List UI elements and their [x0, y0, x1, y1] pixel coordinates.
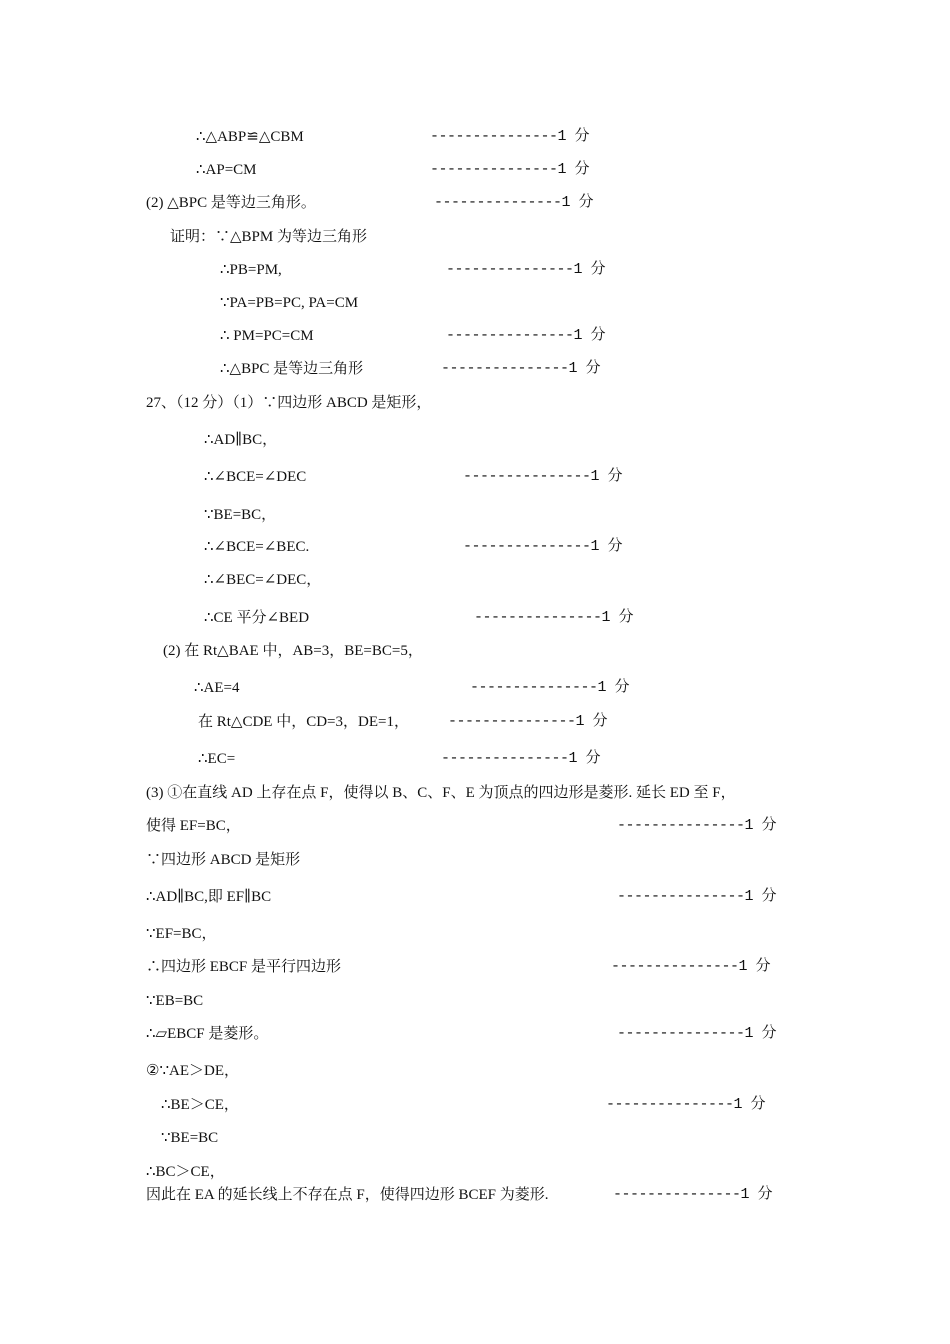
score-mark: ---------------1 分	[617, 817, 777, 834]
score-mark: ---------------1 分	[434, 194, 594, 211]
proof-line: ∵PA=PB=PC, PA=CM	[220, 295, 359, 311]
proof-line: ∴△BPC 是等边三角形	[220, 361, 364, 377]
proof-line: 证明：∵△BPM 为等边三角形	[170, 229, 367, 245]
proof-line: 使得 EF=BC，	[146, 818, 241, 834]
score-mark: ---------------1 分	[617, 888, 777, 905]
score-mark: ---------------1 分	[446, 261, 606, 278]
proof-line: ∴AP=CM	[196, 162, 257, 178]
proof-line: ∴四边形 EBCF 是平行四边形	[146, 959, 342, 975]
proof-line: 因此在 EA 的延长线上不存在点 F，使得四边形 BCEF 为菱形.	[146, 1187, 549, 1203]
proof-line: ∵EF=BC，	[146, 926, 217, 942]
proof-line: ∴BE＞CE，	[161, 1097, 239, 1113]
proof-line: 在 Rt△CDE 中，CD=3，DE=1，	[198, 714, 409, 730]
proof-line: ∵BE=BC，	[204, 507, 277, 523]
score-mark: ---------------1 分	[448, 713, 608, 730]
proof-line: (2) 在 Rt△BAE 中，AB=3，BE=BC=5，	[163, 643, 423, 659]
score-mark: ---------------1 分	[470, 679, 630, 696]
score-mark: ---------------1 分	[430, 128, 590, 145]
score-mark: ---------------1 分	[463, 468, 623, 485]
proof-line: (3) ①在直线 AD 上存在点 F，使得以 B、C、F、E 为顶点的四边形是菱形. 延长 ED 至 F，	[146, 785, 736, 801]
score-mark: ---------------1 分	[441, 360, 601, 377]
score-mark: ---------------1 分	[613, 1186, 773, 1203]
proof-line: ∵四边形 ABCD 是矩形	[146, 852, 301, 868]
score-mark: ---------------1 分	[474, 609, 634, 626]
score-mark: ---------------1 分	[611, 958, 771, 975]
proof-line: ∴CE 平分∠BED	[204, 610, 310, 626]
score-mark: ---------------1 分	[463, 538, 623, 555]
score-mark: ---------------1 分	[430, 161, 590, 178]
proof-line: ∴∠BEC=∠DEC，	[204, 572, 322, 588]
proof-line: ②∵AE＞DE，	[146, 1063, 239, 1079]
score-mark: ---------------1 分	[617, 1025, 777, 1042]
proof-line: (2) △BPC 是等边三角形。	[146, 195, 316, 211]
proof-line: ∵EB=BC	[146, 993, 204, 1009]
proof-line: ∴PB=PM,	[220, 262, 282, 278]
score-mark: ---------------1 分	[441, 750, 601, 767]
score-mark: ---------------1 分	[446, 327, 606, 344]
proof-line: ∴∠BCE=∠BEC.	[204, 539, 310, 555]
proof-line: ∴AD∥BC，	[204, 432, 278, 448]
proof-line: ∴AD∥BC,即 EF∥BC	[146, 889, 272, 905]
proof-line: ∵BE=BC	[161, 1130, 219, 1146]
proof-line: ∴EC=	[198, 751, 236, 767]
score-mark: ---------------1 分	[606, 1096, 766, 1113]
proof-line: ∴▱EBCF 是菱形。	[146, 1026, 269, 1042]
proof-line: ∴△ABP≌△CBM	[196, 129, 304, 145]
proof-line: ∴∠BCE=∠DEC	[204, 469, 307, 485]
proof-line: ∴AE=4	[194, 680, 240, 696]
question-heading: 27、（12 分）（1）∵四边形 ABCD 是矩形，	[146, 395, 432, 411]
proof-line: ∴ PM=PC=CM	[220, 328, 314, 344]
proof-line: ∴BC＞CE，	[146, 1164, 225, 1180]
